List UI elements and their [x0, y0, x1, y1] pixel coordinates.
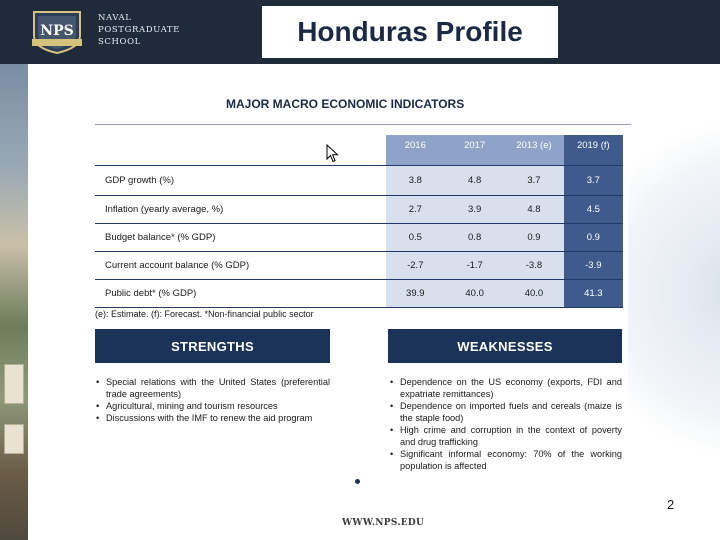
- building-shape: [4, 424, 24, 454]
- column-header: 2017: [445, 135, 504, 165]
- divider: [95, 124, 631, 125]
- list-item: • Significant informal economy: 70% of the working population is affected: [390, 448, 622, 472]
- page-number: 2: [667, 497, 675, 512]
- table-row: [95, 165, 623, 195]
- table-cell: 3.7: [504, 165, 563, 195]
- table-cell: -3.8: [504, 251, 563, 279]
- nps-shield-icon: [28, 10, 86, 54]
- table-cell: 4.8: [504, 195, 563, 223]
- table-row: [95, 279, 623, 307]
- table-header-row: [95, 135, 623, 165]
- table-cell: 41.3: [564, 279, 623, 307]
- row-label: Inflation (yearly average, %): [95, 195, 386, 223]
- table-cell: 0.5: [386, 223, 445, 251]
- row-label: Budget balance* (% GDP): [95, 223, 386, 251]
- footer-url: WWW.NPS.EDU: [342, 518, 425, 528]
- list-item: • Discussions with the IMF to renew the aid program: [96, 412, 330, 424]
- building-shape: [4, 364, 24, 404]
- table-cell: -1.7: [445, 251, 504, 279]
- row-label: Current account balance (% GDP): [95, 251, 386, 279]
- table-cell: -2.7: [386, 251, 445, 279]
- table-footnote: (e): Estimate. (f): Forecast. *Non-financial public sector: [95, 309, 314, 319]
- column-header: 2016: [386, 135, 445, 165]
- list-item: • Dependence on the US economy (exports, FDI and expatriate remittances): [390, 376, 622, 400]
- table-cell: -3.9: [564, 251, 623, 279]
- table-row: [95, 195, 623, 223]
- bullet-dot-icon: [355, 479, 360, 484]
- column-header: 2019 (f): [564, 135, 623, 165]
- header-bar: [0, 0, 720, 64]
- weaknesses-list: [390, 376, 622, 472]
- strengths-list: [96, 376, 330, 424]
- table-cell: 3.7: [564, 165, 623, 195]
- indicators-table: [95, 135, 623, 308]
- list-item: • Agricultural, mining and tourism resources: [96, 400, 330, 412]
- table-title: MAJOR MACRO ECONOMIC INDICATORS: [226, 97, 465, 111]
- slide-title: Honduras Profile: [297, 16, 523, 47]
- list-item: • Special relations with the United States (preferential trade agreements): [96, 376, 330, 400]
- logo-text: NPS: [40, 23, 74, 39]
- table-cell: 2.7: [386, 195, 445, 223]
- school-name-line1: NAVAL: [98, 13, 132, 23]
- table-row: [95, 251, 623, 279]
- table-cell: 0.9: [564, 223, 623, 251]
- weaknesses-heading: WEAKNESSES: [388, 329, 622, 363]
- globe-watermark: [628, 120, 720, 460]
- school-name-line3: SCHOOL: [98, 37, 141, 47]
- column-header: 2013 (e): [504, 135, 563, 165]
- table-cell: 3.9: [445, 195, 504, 223]
- school-name: [98, 12, 180, 48]
- campus-photo-strip: [0, 64, 28, 540]
- school-name-line2: POSTGRADUATE: [98, 25, 180, 35]
- table-cell: 4.8: [445, 165, 504, 195]
- table-cell: 39.9: [386, 279, 445, 307]
- table-cell: 4.5: [564, 195, 623, 223]
- slide-title-box: [262, 6, 558, 58]
- row-label: Public debt* (% GDP): [95, 279, 386, 307]
- table-cell: 3.8: [386, 165, 445, 195]
- table-cell: 40.0: [504, 279, 563, 307]
- strengths-heading: STRENGTHS: [95, 329, 330, 363]
- table-cell: 0.9: [504, 223, 563, 251]
- mouse-cursor-icon: [326, 144, 339, 163]
- table-cell: 40.0: [445, 279, 504, 307]
- table-header-blank: [95, 135, 386, 165]
- table-row: [95, 223, 623, 251]
- list-item: • High crime and corruption in the context of poverty and drug trafficking: [390, 424, 622, 448]
- table-cell: 0.8: [445, 223, 504, 251]
- row-label: GDP growth (%): [95, 165, 386, 195]
- list-item: • Dependence on imported fuels and cereals (maize is the staple food): [390, 400, 622, 424]
